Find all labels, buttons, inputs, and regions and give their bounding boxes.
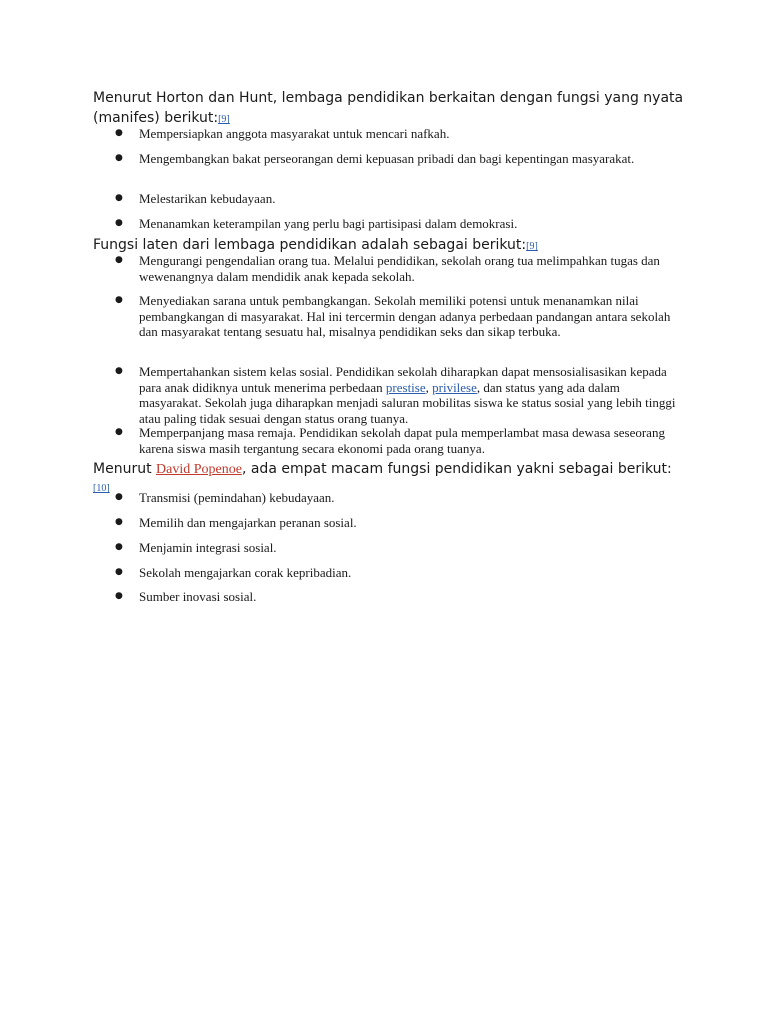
section2-item-2: Menyediakan sarana untuk pembangkangan. Sekolah memiliki potensi untuk menanamkan nilai pembangkangan di masyarakat. Hal ini tercermin dengan adanya perbedaan pandangan antara sekolah dan masyarakat tentang sesuatu hal, misalnya pendidikan seks dan sikap terbuka. <box>139 293 671 339</box>
section2-heading-text: Fungsi laten dari lembaga pendidikan adalah sebagai berikut: <box>93 237 527 253</box>
section1-heading-text: (manifes) berikut: <box>93 110 219 126</box>
bullet-icon: ● <box>115 427 123 437</box>
section3-item-5: Sumber inovasi sosial. <box>139 589 257 604</box>
section1-item-4: Menanamkan keterampilan yang perlu bagi partisipasi dalam demokrasi. <box>139 216 518 231</box>
section2-item-3-text-before: Mempertahankan sistem kelas sosial. Pendidikan sekolah diharapkan dapat mensosialisasikan kepada para anak didiknya untuk menerima perbedaan <box>139 364 667 395</box>
bullet-icon: ● <box>115 542 123 552</box>
bullet-icon: ● <box>115 218 123 228</box>
section3-heading-after: , ada empat macam fungsi pendidikan yakni sebagai berikut: <box>241 461 672 477</box>
section3-item-1: Transmisi (pemindahan) kebudayaan. <box>139 490 335 505</box>
section1-heading-line1: Menurut Horton dan Hunt, lembaga pendidikan berkaitan dengan fungsi yang nyata <box>93 90 684 106</box>
section2-item-1: Mengurangi pengendalian orang tua. Melalui pendidikan, sekolah orang tua melimpahkan tugas dan wewenangnya dalam mendidik anak kepada sekolah. <box>139 253 660 284</box>
david-popenoe-link[interactable]: David Popenoe <box>156 462 242 477</box>
bullet-icon: ● <box>115 128 123 138</box>
bullet-icon: ● <box>115 517 123 527</box>
prestise-link[interactable]: prestise <box>385 379 426 395</box>
section1-ref-link[interactable]: [9] <box>218 114 230 125</box>
section2-item-3 <box>139 364 679 426</box>
section1-item-1: Mempersiapkan anggota masyarakat untuk mencari nafkah. <box>139 126 450 141</box>
bullet-icon: ● <box>115 295 123 305</box>
section1-item-3: Melestarikan kebudayaan. <box>139 191 276 206</box>
bullet-icon: ● <box>115 366 123 376</box>
section3-ref-line <box>93 478 110 496</box>
section3-ref-link[interactable]: [10] <box>93 483 110 494</box>
section3-item-3: Menjamin integrasi sosial. <box>139 540 277 555</box>
bullet-icon: ● <box>115 153 123 163</box>
bullet-icon: ● <box>115 255 123 265</box>
section3-heading <box>93 459 672 480</box>
section3-heading-before: Menurut <box>93 461 157 477</box>
section2-item-3-separator: , <box>425 379 433 395</box>
bullet-icon: ● <box>115 591 123 601</box>
section3-item-2: Memilih dan mengajarkan peranan sosial. <box>139 515 357 530</box>
bullet-icon: ● <box>115 567 123 577</box>
privilese-link[interactable]: privilese <box>432 379 477 395</box>
section2-item-3-text-after: , dan status yang ada dalam masyarakat. Sekolah juga diharapkan menjadi saluran mobilitas siswa ke status sosial yang lebih tinggi atau paling tidak sesuai dengan status orang tuanya. <box>139 379 676 426</box>
section2-item-4: Memperpanjang masa remaja. Pendidikan sekolah dapat pula memperlambat masa dewasa seseorang karena siswa masih tergantung secara ekonomi pada orang tuanya. <box>139 425 665 456</box>
section2-ref-link[interactable]: [9] <box>526 241 538 252</box>
section3-item-4: Sekolah mengajarkan corak kepribadian. <box>139 565 352 580</box>
bullet-icon: ● <box>115 492 123 502</box>
bullet-icon: ● <box>115 193 123 203</box>
section1-item-2: Mengembangkan bakat perseorangan demi kepuasan pribadi dan bagi kepentingan masyarakat. <box>139 151 635 166</box>
